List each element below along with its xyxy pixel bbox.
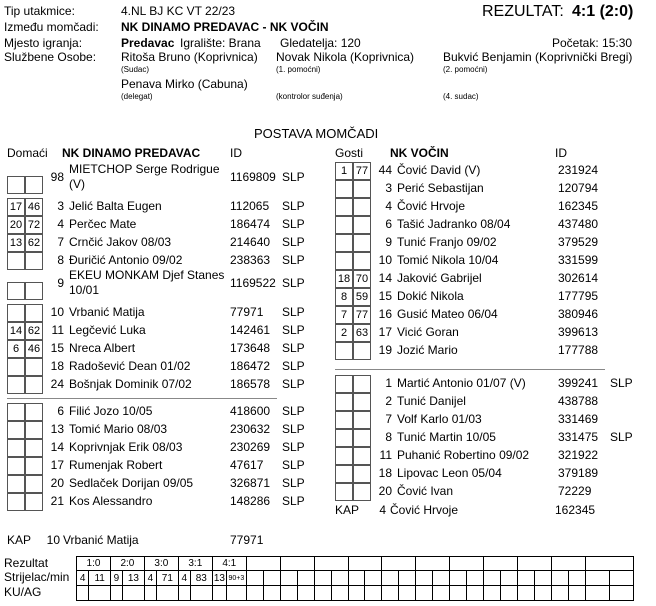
home-sub-in-box bbox=[7, 376, 25, 394]
home-player-extra: SLP bbox=[282, 440, 305, 454]
away-sub-in-box bbox=[335, 393, 353, 411]
away-player-name: Čović David (V) bbox=[397, 163, 481, 177]
away-player-number: 1 bbox=[385, 376, 392, 390]
away-sub-in-box: 8 bbox=[335, 288, 353, 306]
away-sub-in-box bbox=[335, 342, 353, 360]
home-sub-out-box bbox=[25, 252, 43, 270]
away-sub-in-box bbox=[335, 465, 353, 483]
score-cell-empty bbox=[450, 557, 484, 571]
away-player-id: 437480 bbox=[558, 217, 599, 231]
away-player-id: 321922 bbox=[558, 448, 599, 462]
home-sub-in-box bbox=[7, 493, 25, 511]
home-player-number: 11 bbox=[51, 323, 64, 337]
home-player-extra: SLP bbox=[282, 235, 305, 249]
home-player-number: 98 bbox=[50, 170, 64, 184]
home-player-id: 142461 bbox=[230, 323, 271, 337]
home-player-extra: SLP bbox=[282, 305, 305, 319]
home-sub-in-box bbox=[7, 252, 25, 270]
away-kap-label: KAP bbox=[335, 503, 360, 517]
away-sub-in-box: 1 bbox=[335, 162, 353, 180]
home-player-number: 4 bbox=[57, 217, 64, 231]
away-sub-out-box bbox=[353, 198, 371, 216]
scorer-cell: 90+3 bbox=[227, 571, 247, 586]
away-player-name: Tunić Franjo 09/02 bbox=[397, 235, 497, 249]
home-player-extra: SLP bbox=[282, 494, 305, 508]
official-name: Bukvić Benjamin (Koprivnički Bregi) bbox=[443, 50, 633, 64]
rezultat-row-label: Rezultat bbox=[4, 556, 49, 570]
score-cell-empty bbox=[280, 557, 314, 571]
away-col-label: Gosti bbox=[335, 146, 364, 160]
home-kap-num: 10 bbox=[46, 533, 60, 547]
home-sub-out-box: 72 bbox=[25, 216, 43, 234]
home-player-extra: SLP bbox=[282, 476, 305, 490]
home-sub-in-box bbox=[7, 457, 25, 475]
home-player-name: Legčević Luka bbox=[69, 323, 146, 337]
home-player-number: 13 bbox=[50, 422, 64, 436]
home-player-number: 17 bbox=[50, 458, 64, 472]
scorer-cell: 71 bbox=[156, 571, 178, 586]
home-sub-out-box: 46 bbox=[25, 198, 43, 216]
score-cell: 3:1 bbox=[178, 557, 212, 571]
home-id-label: ID bbox=[230, 146, 242, 160]
away-player-number: 17 bbox=[378, 325, 392, 339]
official-name: Penava Mirko (Cabuna) bbox=[121, 77, 248, 91]
scorer-cell: 11 bbox=[89, 571, 111, 586]
score-cell: 4:1 bbox=[212, 557, 246, 571]
home-player-extra: SLP bbox=[282, 217, 305, 231]
home-player-name: Sedlaček Dorijan 09/05 bbox=[69, 476, 194, 490]
scorer-cell: 4 bbox=[178, 571, 190, 586]
away-player-number: 14 bbox=[378, 271, 392, 285]
home-sub-out-box: 62 bbox=[25, 322, 43, 340]
away-sub-out-box bbox=[353, 483, 371, 501]
away-sub-out-box bbox=[353, 234, 371, 252]
home-player-name: Đuričić Antonio 09/02 bbox=[69, 253, 183, 267]
away-sub-in-box bbox=[335, 411, 353, 429]
home-player-number: 3 bbox=[57, 199, 64, 213]
away-player-name: Tašić Jadranko 08/04 bbox=[397, 217, 511, 231]
home-sub-out-box bbox=[25, 176, 43, 194]
away-player-number: 19 bbox=[378, 343, 392, 357]
home-sub-in-box bbox=[7, 282, 25, 300]
away-player-number: 20 bbox=[378, 484, 392, 498]
home-sub-in-box: 6 bbox=[7, 340, 25, 358]
away-sub-out-box bbox=[353, 465, 371, 483]
away-sub-in-box bbox=[335, 429, 353, 447]
scorer-cell: 9 bbox=[110, 571, 122, 586]
home-player-name: Kos Alessandro bbox=[69, 494, 153, 508]
away-player-number: 6 bbox=[385, 217, 392, 231]
rezultat-label: REZULTAT: bbox=[482, 3, 564, 20]
away-player-id: 331469 bbox=[558, 412, 599, 426]
away-player-id: 379189 bbox=[558, 466, 599, 480]
home-sub-out-box bbox=[25, 475, 43, 493]
home-player-number: 14 bbox=[50, 440, 64, 454]
home-player-id: 148286 bbox=[230, 494, 271, 508]
away-sub-in-box bbox=[335, 216, 353, 234]
home-player-number: 9 bbox=[57, 276, 64, 290]
home-col-label: Domaći bbox=[7, 146, 48, 160]
away-sub-in-box: 2 bbox=[335, 324, 353, 342]
away-player-id: 162345 bbox=[558, 199, 599, 213]
away-sub-in-box bbox=[335, 234, 353, 252]
score-cell-empty bbox=[518, 557, 552, 571]
home-player-id: 1169522 bbox=[230, 276, 276, 290]
away-kap-id: 162345 bbox=[555, 503, 596, 517]
official-role: (Sudac) bbox=[121, 65, 150, 74]
away-player-id: 177795 bbox=[558, 289, 599, 303]
away-sub-in-box bbox=[335, 447, 353, 465]
home-player-name: Jelić Balta Eugen bbox=[69, 199, 162, 213]
rezultat-value: 4:1 (2:0) bbox=[572, 3, 634, 20]
official-role: (1. pomoćni) bbox=[276, 65, 321, 74]
away-player-number: 4 bbox=[385, 199, 392, 213]
away-player-name: Čović Ivan bbox=[397, 484, 454, 498]
score-table bbox=[76, 556, 634, 601]
official-name: Novak Nikola (Koprivnica) bbox=[276, 50, 415, 64]
home-player-name: Nreca Albert bbox=[69, 341, 136, 355]
home-player-extra: SLP bbox=[282, 199, 305, 213]
home-sub-in-box bbox=[7, 475, 25, 493]
home-player-id: 418600 bbox=[230, 404, 271, 418]
score-cell: 1:0 bbox=[77, 557, 111, 571]
home-player-id: 230632 bbox=[230, 422, 271, 436]
home-player-id: 186578 bbox=[230, 377, 271, 391]
home-kap-label: KAP bbox=[7, 533, 32, 547]
away-player-name: Jaković Gabrijel bbox=[397, 271, 482, 285]
away-player-id: 399241 bbox=[558, 376, 599, 390]
osobe-label: Službene Osobe: bbox=[4, 50, 97, 64]
away-sub-in-box: 7 bbox=[335, 306, 353, 324]
away-player-name: Lipovac Leon 05/04 bbox=[397, 466, 502, 480]
official-role: (delegat) bbox=[121, 92, 153, 101]
home-player-id: 186472 bbox=[230, 359, 271, 373]
home-sub-out-box bbox=[25, 421, 43, 439]
away-player-id: 331599 bbox=[558, 253, 599, 267]
away-player-number: 16 bbox=[378, 307, 392, 321]
away-player-number: 15 bbox=[378, 289, 392, 303]
away-sub-in-box bbox=[335, 198, 353, 216]
score-cell-empty bbox=[246, 557, 280, 571]
home-sub-in-box: 20 bbox=[7, 216, 25, 234]
away-sub-out-box: 77 bbox=[353, 162, 371, 180]
home-kap-id: 77971 bbox=[230, 533, 264, 547]
score-cell-empty bbox=[551, 557, 585, 571]
away-player-id: 177788 bbox=[558, 343, 599, 357]
away-sub-in-box: 18 bbox=[335, 270, 353, 288]
home-player-id: 214640 bbox=[230, 235, 271, 249]
home-player-number: 6 bbox=[57, 404, 64, 418]
home-sub-in-box bbox=[7, 176, 25, 194]
away-sub-out-box: 77 bbox=[353, 306, 371, 324]
away-player-id: 120794 bbox=[558, 181, 599, 195]
home-player-id: 1169809 bbox=[230, 170, 276, 184]
home-player-name: Filić Jozo 10/05 bbox=[69, 404, 153, 418]
home-sub-in-box bbox=[7, 403, 25, 421]
score-cell-empty bbox=[484, 557, 518, 571]
home-player-id: 112065 bbox=[230, 199, 270, 213]
kuag-row-label: KU/AG bbox=[4, 585, 42, 599]
away-player-id: 399613 bbox=[558, 325, 599, 339]
home-player-number: 24 bbox=[50, 377, 64, 391]
tip-value: 4.NL BJ KC VT 22/23 bbox=[121, 4, 236, 18]
away-player-name: Tomić Nikola 10/04 bbox=[397, 253, 499, 267]
away-player-number: 8 bbox=[385, 430, 392, 444]
gledatelja: Gledatelja: 120 bbox=[280, 36, 361, 50]
section-title: POSTAVA MOMČADI bbox=[254, 126, 379, 141]
home-player-extra: SLP bbox=[282, 422, 305, 436]
mjesto-value: Predavac bbox=[121, 36, 175, 50]
away-player-id: 379529 bbox=[558, 235, 599, 249]
home-player-id: 77971 bbox=[230, 305, 264, 319]
home-sub-in-box: 13 bbox=[7, 234, 25, 252]
scorer-cell: 13 bbox=[213, 572, 225, 584]
home-sub-in-box bbox=[7, 439, 25, 457]
away-player-name: Gusić Mateo 06/04 bbox=[397, 307, 498, 321]
home-player-extra: SLP bbox=[282, 170, 305, 184]
home-player-name: EKEU MONKAM Djef Stanes 10/01 bbox=[69, 268, 225, 297]
away-sub-out-box bbox=[353, 180, 371, 198]
away-player-number: 18 bbox=[378, 466, 392, 480]
home-sub-out-box: 46 bbox=[25, 340, 43, 358]
away-player-number: 11 bbox=[379, 448, 392, 462]
home-player-id: 230269 bbox=[230, 440, 271, 454]
away-kap-num: 4 bbox=[379, 503, 386, 517]
away-player-id: 72229 bbox=[558, 484, 592, 498]
away-player-name: Tunić Martin 10/05 bbox=[397, 430, 496, 444]
home-team-name: NK DINAMO PREDAVAC bbox=[62, 146, 201, 160]
away-sub-out-box: 70 bbox=[353, 270, 371, 288]
home-player-name: MIETCHOP Serge Rodrigue (V) bbox=[69, 162, 220, 191]
away-sub-out-box bbox=[353, 375, 371, 393]
away-player-extra: SLP bbox=[610, 376, 633, 390]
away-sub-out-box bbox=[353, 411, 371, 429]
away-player-extra: SLP bbox=[610, 430, 633, 444]
away-player-id: 231924 bbox=[558, 163, 599, 177]
away-sub-out-box bbox=[353, 447, 371, 465]
home-player-extra: SLP bbox=[282, 458, 305, 472]
home-sub-out-box bbox=[25, 376, 43, 394]
home-player-extra: SLP bbox=[282, 359, 305, 373]
home-player-number: 21 bbox=[50, 494, 64, 508]
away-player-name: Tunić Danijel bbox=[397, 394, 466, 408]
home-player-name: Koprivnjak Erik 08/03 bbox=[69, 440, 183, 454]
scorer-cell: 4 bbox=[144, 571, 156, 586]
home-sub-out-box bbox=[25, 358, 43, 376]
home-player-number: 20 bbox=[50, 476, 64, 490]
away-player-id: 302614 bbox=[558, 271, 599, 285]
igraliste: Igralište: Brana bbox=[180, 36, 261, 50]
away-player-name: Perić Sebastijan bbox=[397, 181, 484, 195]
away-player-number: 2 bbox=[385, 394, 392, 408]
home-sub-out-box bbox=[25, 457, 43, 475]
away-player-name: Martić Antonio 01/07 (V) bbox=[397, 376, 526, 390]
home-player-number: 18 bbox=[50, 359, 64, 373]
away-sub-out-box bbox=[353, 252, 371, 270]
home-player-name: Perčec Mate bbox=[69, 217, 137, 231]
home-player-number: 15 bbox=[50, 341, 64, 355]
match-teams: NK DINAMO PREDAVAC - NK VOČIN bbox=[121, 20, 329, 34]
home-sub-in-box bbox=[7, 304, 25, 322]
score-cell-empty bbox=[314, 557, 348, 571]
home-sub-out-box bbox=[25, 493, 43, 511]
away-sub-out-box: 63 bbox=[353, 324, 371, 342]
score-cell: 3:0 bbox=[144, 557, 178, 571]
away-sub-out-box bbox=[353, 342, 371, 360]
away-player-name: Dokić Nikola bbox=[397, 289, 464, 303]
away-player-name: Vicić Goran bbox=[397, 325, 459, 339]
away-sub-in-box bbox=[335, 375, 353, 393]
home-player-number: 8 bbox=[57, 253, 64, 267]
away-team-name: NK VOČIN bbox=[390, 146, 449, 160]
away-sub-in-box bbox=[335, 252, 353, 270]
score-cell-empty bbox=[585, 557, 633, 571]
away-sub-out-box bbox=[353, 429, 371, 447]
away-id-label: ID bbox=[555, 146, 567, 160]
home-player-id: 238363 bbox=[230, 253, 271, 267]
away-player-number: 9 bbox=[385, 235, 392, 249]
score-cell: 2:0 bbox=[110, 557, 144, 571]
home-sub-in-box bbox=[7, 358, 25, 376]
away-kap-name: Čović Hrvoje bbox=[390, 503, 459, 517]
away-subs-divider bbox=[335, 369, 605, 370]
away-player-number: 10 bbox=[378, 253, 392, 267]
home-player-extra: SLP bbox=[282, 341, 305, 355]
scorer-cell: 83 bbox=[190, 571, 212, 586]
away-player-number: 7 bbox=[385, 412, 392, 426]
away-player-name: Volf Karlo 01/03 bbox=[397, 412, 482, 426]
home-player-name: Rumenjak Robert bbox=[69, 458, 163, 472]
home-sub-out-box: 62 bbox=[25, 234, 43, 252]
away-player-name: Jozić Mario bbox=[397, 343, 458, 357]
away-sub-out-box bbox=[353, 216, 371, 234]
away-player-id: 438788 bbox=[558, 394, 599, 408]
away-sub-out-box: 59 bbox=[353, 288, 371, 306]
home-sub-in-box: 17 bbox=[7, 198, 25, 216]
home-sub-out-box bbox=[25, 282, 43, 300]
home-sub-out-box bbox=[25, 403, 43, 421]
home-sub-in-box bbox=[7, 421, 25, 439]
scorer-cell: 4 bbox=[77, 571, 89, 586]
tip-label: Tip utakmice: bbox=[4, 4, 75, 18]
home-player-name: Radošević Dean 01/02 bbox=[69, 359, 191, 373]
home-player-id: 47617 bbox=[230, 458, 264, 472]
score-cell-empty bbox=[348, 557, 382, 571]
official-role: (2. pomoćni) bbox=[443, 65, 488, 74]
home-player-extra: SLP bbox=[282, 253, 305, 267]
home-player-extra: SLP bbox=[282, 276, 305, 290]
home-subs-divider bbox=[7, 398, 277, 399]
away-sub-out-box bbox=[353, 393, 371, 411]
home-player-name: Tomić Mario 08/03 bbox=[69, 422, 168, 436]
home-kap-name: Vrbanić Matija bbox=[63, 533, 139, 547]
home-sub-out-box bbox=[25, 304, 43, 322]
home-player-number: 7 bbox=[57, 235, 64, 249]
home-player-name: Bošnjak Dominik 07/02 bbox=[69, 377, 192, 391]
strijelac-row-label: Strijelac/min bbox=[4, 570, 70, 584]
away-player-number: 44 bbox=[378, 163, 392, 177]
izmedu-label: Između momčadi: bbox=[4, 20, 99, 34]
official-name: Ritoša Bruno (Koprivnica) bbox=[121, 50, 258, 64]
away-player-id: 331475 bbox=[558, 430, 599, 444]
pocetak: Početak: 15:30 bbox=[552, 36, 633, 50]
home-player-extra: SLP bbox=[282, 404, 305, 418]
official-role: (kontrolor suđenja) bbox=[276, 92, 343, 101]
score-cell-empty bbox=[382, 557, 416, 571]
score-cell-empty bbox=[416, 557, 450, 571]
mjesto-label: Mjesto igranja: bbox=[4, 36, 83, 50]
official-role: (4. sudac) bbox=[443, 92, 479, 101]
home-sub-in-box: 14 bbox=[7, 322, 25, 340]
away-player-id: 380946 bbox=[558, 307, 599, 321]
home-player-name: Vrbanić Matija bbox=[69, 305, 145, 319]
home-sub-out-box bbox=[25, 439, 43, 457]
home-player-extra: SLP bbox=[282, 323, 305, 337]
scorer-cell: 13 bbox=[122, 571, 144, 586]
away-player-name: Čović Hrvoje bbox=[397, 199, 466, 213]
home-player-number: 10 bbox=[50, 305, 64, 319]
home-player-name: Crnčić Jakov 08/03 bbox=[69, 235, 172, 249]
home-player-id: 326871 bbox=[230, 476, 271, 490]
away-sub-in-box bbox=[335, 180, 353, 198]
home-player-id: 186474 bbox=[230, 217, 271, 231]
away-player-number: 3 bbox=[385, 181, 392, 195]
away-player-name: Puhanić Robertino 09/02 bbox=[397, 448, 530, 462]
home-player-extra: SLP bbox=[282, 377, 305, 391]
away-sub-in-box bbox=[335, 483, 353, 501]
home-player-id: 173648 bbox=[230, 341, 271, 355]
